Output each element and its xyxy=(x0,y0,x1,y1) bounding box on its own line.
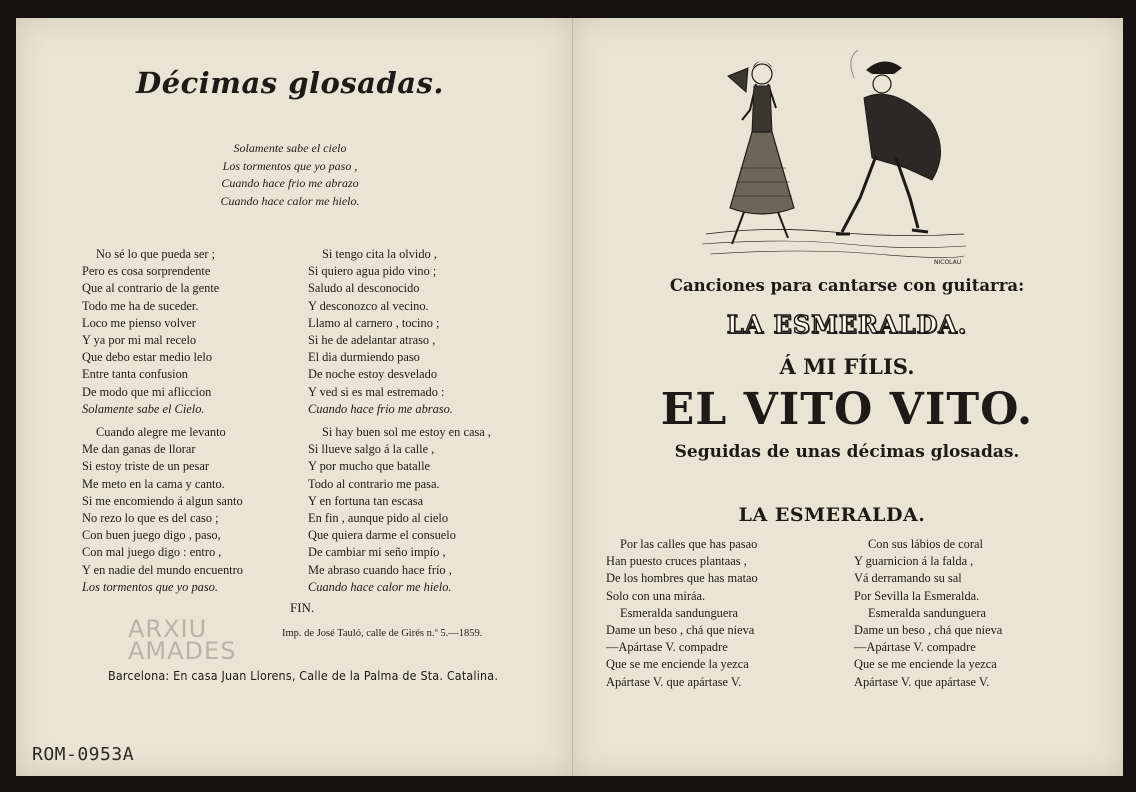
verse-line: Si estoy triste de un pesar xyxy=(82,459,209,474)
verse-line: Dame un beso , chá que nieva xyxy=(606,623,755,638)
verse-line: Por Sevilla la Esmeralda. xyxy=(854,588,980,603)
song-right-column xyxy=(854,536,1002,691)
verse-line: Con mal juego digo : entro , xyxy=(82,545,222,560)
verse-line: Cuando alegre me levanto xyxy=(96,425,226,439)
fin-label: FIN. xyxy=(290,600,315,615)
verse-line: Me meto en la cama y canto. xyxy=(82,476,225,491)
verse-line: Todo al contrario me pasa. xyxy=(308,476,440,491)
intro-line: Los tormentos que yo paso , xyxy=(222,158,358,173)
verse-line: Y ved si es mal estremado : xyxy=(308,384,445,399)
verse-line: Cuando hace frio me abraso. xyxy=(308,401,453,416)
verse-line: Y en nadie del mundo encuentro xyxy=(82,562,243,577)
canciones-line: Canciones para cantarse con guitarra: xyxy=(669,276,1025,295)
vito-title: EL VITO VITO. xyxy=(660,384,1034,435)
verse-line: Si tengo cita la olvido , xyxy=(322,247,437,261)
esmeralda-title: LA ESMERALDA. xyxy=(726,310,968,339)
stamp-line: ARXIU xyxy=(128,615,208,643)
verse-line: Los tormentos que yo paso. xyxy=(82,579,218,594)
intro-verse xyxy=(0,140,580,210)
verse-line: —Apártase V. compadre xyxy=(606,640,728,655)
verse-line: Esmeralda sandunguera xyxy=(868,605,987,620)
archive-stamp xyxy=(128,615,237,665)
song-left-column xyxy=(606,536,758,691)
intro-line: Solamente sabe el cielo xyxy=(233,141,347,155)
catalog-number: ROM-0953A xyxy=(32,744,135,765)
verse-line: Me abraso cuando hace frío , xyxy=(308,562,452,577)
verse-line: Por las calles que has pasao xyxy=(620,537,758,551)
verse-line: El dia durmiendo paso xyxy=(308,350,420,365)
fili-title: Á MI FÍLIS. xyxy=(779,354,915,379)
verse-line: Apártase V. que apártase V. xyxy=(854,674,990,689)
verse-line: Si he de adelantar atraso , xyxy=(308,333,436,348)
publisher-line: Barcelona: En casa Juan Llorens, Calle de la Palma de Sta. Catalina. xyxy=(108,668,499,683)
verse-line: —Apártase V. compadre xyxy=(854,640,976,655)
verse-line: Saludo al desconocido xyxy=(308,281,420,296)
verse-line: En fin , aunque pido al cielo xyxy=(308,511,449,526)
verse-line: Entre tanta confusion xyxy=(82,367,188,382)
stanza-1-left xyxy=(82,246,219,418)
stanza-2-right xyxy=(308,424,491,596)
verse-line: Que se me enciende la yezca xyxy=(606,657,749,672)
verse-line: Llamo al carnero , tocino ; xyxy=(308,315,440,330)
verse-line: Y ya por mi mal recelo xyxy=(82,333,197,348)
verse-line: Si hay buen sol me estoy en casa , xyxy=(322,425,491,439)
verse-line: Dame un beso , chá que nieva xyxy=(854,623,1003,638)
engraver-signature: NICOLAU xyxy=(934,259,962,266)
verse-line: Loco me pienso volver xyxy=(82,315,196,330)
verse-line: No rezo lo que es del caso ; xyxy=(82,511,219,526)
stanza-2-left xyxy=(82,424,243,596)
verse-line: Y por mucho que batalle xyxy=(308,459,431,474)
verse-line: Que quiera darme el consuelo xyxy=(308,528,456,543)
intro-line: Cuando hace frio me abrazo xyxy=(221,176,359,190)
dancing-couple-engraving xyxy=(696,48,970,270)
verse-line: Esmeralda sandunguera xyxy=(620,605,739,620)
verse-line: Y desconozco al vecino. xyxy=(308,298,429,313)
verse-line: Con sus lábios de coral xyxy=(868,537,983,551)
verse-line: Apártase V. que apártase V. xyxy=(606,674,742,689)
verse-line: Han puesto cruces plantaas , xyxy=(606,554,747,569)
verse-line: Solo con una miráa. xyxy=(606,588,706,603)
esmeralda-heading: LA ESMERALDA. xyxy=(738,504,926,526)
verse-line: Que al contrario de la gente xyxy=(82,281,220,296)
verse-line: Si llueve salgo á la calle , xyxy=(308,442,435,457)
verse-line: Solamente sabe el Cielo. xyxy=(82,401,205,416)
verse-line: Me dan ganas de llorar xyxy=(82,442,196,457)
verse-line: Vá derramando su sal xyxy=(854,571,962,586)
woman-figure xyxy=(728,61,794,244)
verse-line: Si me encomiendo á algun santo xyxy=(82,493,243,508)
verse-line: De los hombres que has matao xyxy=(606,571,758,586)
verse-line: Todo me ha de suceder. xyxy=(82,298,199,313)
man-figure xyxy=(836,50,941,234)
verse-line: Y en fortuna tan escasa xyxy=(308,493,424,508)
intro-line: Cuando hace calor me hielo. xyxy=(220,193,360,208)
seguidas-subtitle: Seguidas de unas décimas glosadas. xyxy=(674,442,1020,462)
verse-line: Con buen juego digo , paso, xyxy=(82,528,221,543)
verse-line: Pero es cosa sorprendente xyxy=(82,264,211,279)
stanza-1-right xyxy=(308,246,453,418)
verse-line: De cambiar mi seño impío , xyxy=(308,545,446,560)
verse-line: Que se me enciende la yezca xyxy=(854,657,997,672)
verse-line: No sé lo que pueda ser ; xyxy=(96,247,216,261)
verse-line: Cuando hace calor me hielo. xyxy=(308,579,452,594)
imprint-line: Imp. de José Tauló, calle de Girés n.º 5.—1859. xyxy=(282,628,483,639)
verse-line: De modo que mi afliccion xyxy=(82,384,212,399)
stamp-line: AMADES xyxy=(128,637,237,665)
decimas-title: Décimas glosadas. xyxy=(136,66,444,100)
verse-line: De noche estoy desvelado xyxy=(308,367,438,382)
verse-line: Si quiero agua pido vino ; xyxy=(308,264,437,279)
verse-line: Que debo estar medio lelo xyxy=(82,350,213,365)
verse-line: Y guarnicion á la falda , xyxy=(854,554,974,569)
